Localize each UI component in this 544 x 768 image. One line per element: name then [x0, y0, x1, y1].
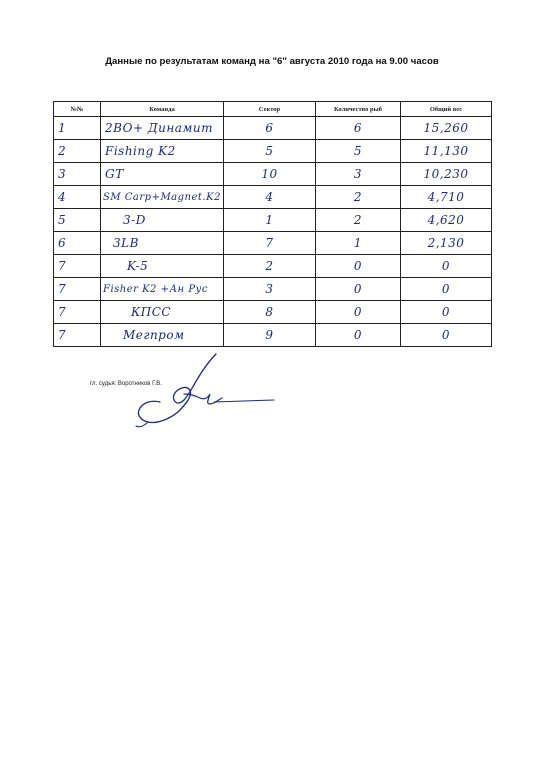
- fish-count-cell: 0: [316, 324, 401, 347]
- sector-cell: 4: [224, 186, 316, 209]
- fish-count-cell: 0: [316, 255, 401, 278]
- head-judge-label: гл. судья: Воротников Г.В.: [90, 381, 162, 387]
- team-cell: K-5: [101, 255, 224, 278]
- total-weight-cell: 15,260: [401, 117, 492, 140]
- total-weight-cell: 2,130: [401, 232, 492, 255]
- team-cell: Fishing K2: [101, 140, 224, 163]
- fish-count-cell: 0: [316, 278, 401, 301]
- header-fish-count: Количество рыб: [316, 102, 401, 117]
- sector-cell: 10: [224, 163, 316, 186]
- table-row: [54, 232, 492, 255]
- team-cell: 3-D: [101, 209, 224, 232]
- judge-signature: [118, 350, 278, 430]
- fish-count-cell: 2: [316, 186, 401, 209]
- sector-cell: 6: [224, 117, 316, 140]
- table-row: [54, 117, 492, 140]
- table-row: [54, 209, 492, 232]
- place-cell: 7: [54, 255, 101, 278]
- place-cell: 7: [54, 324, 101, 347]
- sector-cell: 5: [224, 140, 316, 163]
- total-weight-cell: 4,710: [401, 186, 492, 209]
- place-cell: 3: [54, 163, 101, 186]
- team-cell: Мегпром: [101, 324, 224, 347]
- table-row: [54, 324, 492, 347]
- header-team: Команда: [101, 102, 224, 117]
- place-cell: 4: [54, 186, 101, 209]
- sector-cell: 9: [224, 324, 316, 347]
- team-cell: 3LB: [101, 232, 224, 255]
- fish-count-cell: 6: [316, 117, 401, 140]
- total-weight-cell: 0: [401, 324, 492, 347]
- team-cell: SM Carp+Magnet.K2: [101, 186, 224, 209]
- table-row: [54, 186, 492, 209]
- table-row: [54, 255, 492, 278]
- results-table: [53, 101, 492, 347]
- total-weight-cell: 0: [401, 278, 492, 301]
- place-cell: 1: [54, 117, 101, 140]
- total-weight-cell: 4,620: [401, 209, 492, 232]
- total-weight-cell: 11,130: [401, 140, 492, 163]
- page-title: Данные по результатам команд на "6" августа 2010 года на 9.00 часов: [105, 56, 439, 67]
- place-cell: 5: [54, 209, 101, 232]
- header-number: №№: [54, 102, 101, 117]
- fish-count-cell: 2: [316, 209, 401, 232]
- fish-count-cell: 1: [316, 232, 401, 255]
- sector-cell: 3: [224, 278, 316, 301]
- fish-count-cell: 0: [316, 301, 401, 324]
- fish-count-cell: 3: [316, 163, 401, 186]
- sector-cell: 1: [224, 209, 316, 232]
- total-weight-cell: 0: [401, 301, 492, 324]
- place-cell: 7: [54, 301, 101, 324]
- place-cell: 2: [54, 140, 101, 163]
- table-row: [54, 301, 492, 324]
- team-cell: КПСС: [101, 301, 224, 324]
- sector-cell: 8: [224, 301, 316, 324]
- place-cell: 6: [54, 232, 101, 255]
- sector-cell: 2: [224, 255, 316, 278]
- header-sector: Сектор: [224, 102, 316, 117]
- table-row: [54, 163, 492, 186]
- team-cell: GT: [101, 163, 224, 186]
- total-weight-cell: 0: [401, 255, 492, 278]
- team-cell: Fisher K2 +Ан Рус: [101, 278, 224, 301]
- sector-cell: 7: [224, 232, 316, 255]
- table-row: [54, 278, 492, 301]
- team-cell: 2BO+ Динамит: [101, 117, 224, 140]
- header-total-weight: Общий вес: [401, 102, 492, 117]
- table-header-row: [54, 102, 492, 117]
- total-weight-cell: 10,230: [401, 163, 492, 186]
- place-cell: 7: [54, 278, 101, 301]
- fish-count-cell: 5: [316, 140, 401, 163]
- table-row: [54, 140, 492, 163]
